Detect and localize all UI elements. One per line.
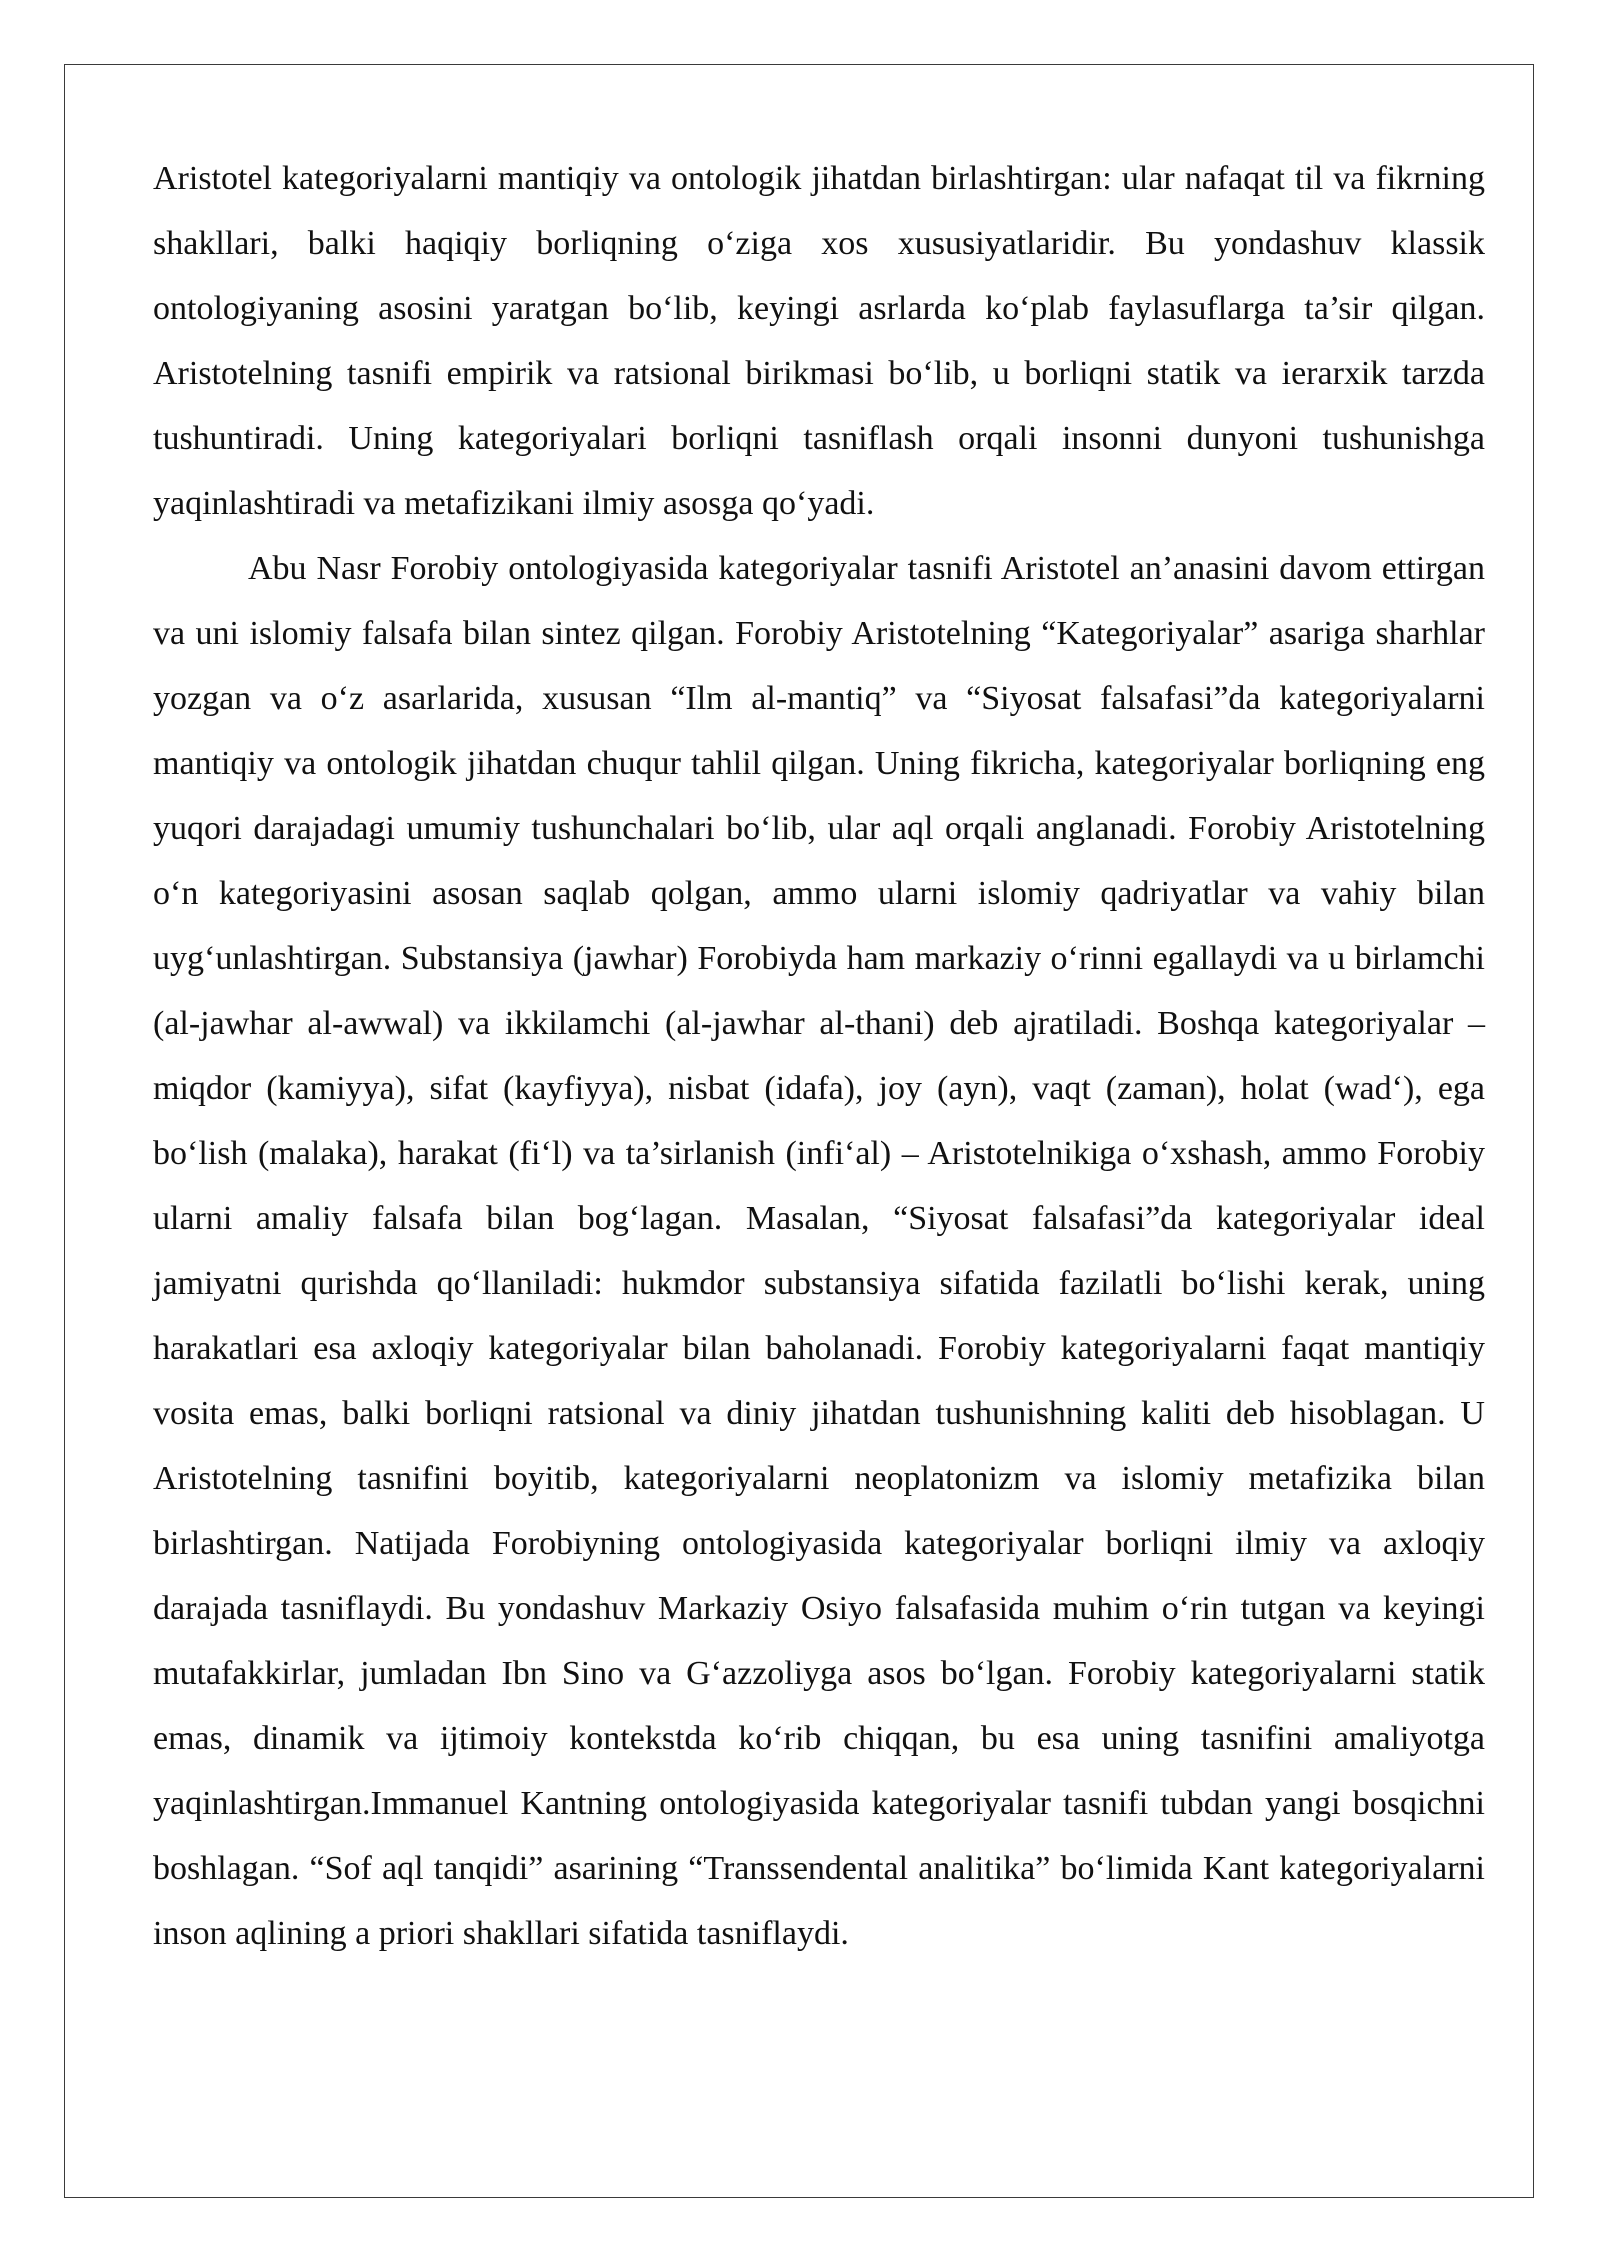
document-body [153,146,1485,1966]
paragraph-aristotel: Aristotel kategoriyalarni mantiqiy va ontologik jihatdan birlashtirgan: ular nafaqat til va fikrning shakllari, balki haqiqiy borliqning o‘ziga xos xususiyatlaridir. Bu yondashuv klassik ontologiyaning asosini yaratgan bo‘lib, keyingi asrlarda ko‘plab faylasuflarga ta’sir qilgan. Aristotelning tasnifi empirik va ratsional birikmasi bo‘lib, u borliqni statik va ierarxik tarzda tushuntiradi. Uning kategoriyalari borliqni tasniflash orqali insonni dunyoni tushunishga yaqinlashtiradi va metafizikani ilmiy asosga qo‘yadi. [153,160,1485,522]
paragraph-forobiy: Abu Nasr Forobiy ontologiyasida kategoriyalar tasnifi Aristotel an’anasini davom ettirgan va uni islomiy falsafa bilan sintez qilgan. Forobiy Aristotelning “Kategoriyalar” asariga sharhlar yozgan va o‘z asarlarida, xususan “Ilm al-mantiq” va “Siyosat falsafasi”da kategoriyalarni mantiqiy va ontologik jihatdan chuqur tahlil qilgan. Uning fikricha, kategoriyalar borliqning eng yuqori darajadagi umumiy tushunchalari bo‘lib, ular aql orqali anglanadi. Forobiy Aristotelning o‘n kategoriyasini asosan saqlab qolgan, ammo ularni islomiy qadriyatlar va vahiy bilan uyg‘unlashtirgan. Substansiya (jawhar) Forobiyda ham markaziy o‘rinni egallaydi va u birlamchi (al-jawhar al-awwal) va ikkilamchi (al-jawhar al-thani) deb ajratiladi. Boshqa kategoriyalar – miqdor (kamiyya), sifat (kayfiyya), nisbat (idafa), joy (ayn), vaqt (zaman), holat (wad‘), ega bo‘lish (malaka), harakat (fi‘l) va ta’sirlanish (infi‘al) – Aristotelnikiga o‘xshash, ammo Forobiy ularni amaliy falsafa bilan bog‘lagan. Masalan, “Siyosat falsafasi”da kategoriyalar ideal jamiyatni qurishda qo‘llaniladi: hukmdor substansiya sifatida fazilatli bo‘lishi kerak, uning harakatlari esa axloqiy kategoriyalar bilan baholanadi. Forobiy kategoriyalarni faqat mantiqiy vosita emas, balki borliqni ratsional va diniy jihatdan tushunishning kaliti deb hisoblagan. U Aristotelning tasnifini boyitib, kategoriyalarni neoplatonizm va islomiy metafizika bilan birlashtirgan. Natijada Forobiyning ontologiyasida kategoriyalar borliqni ilmiy va axloqiy darajada tasniflaydi. Bu yondashuv Markaziy Osiyo falsafasida muhim o‘rin tutgan va keyingi mutafakkirlar, jumladan Ibn Sino va G‘azzoliyga asos bo‘lgan. Forobiy kategoriyalarni statik emas, dinamik va ijtimoiy kontekstda ko‘rib chiqqan, bu esa uning tasnifini amaliyotga yaqinlashtirgan.Immanuel Kantning ontologiyasida kategoriyalar tasnifi tubdan yangi bosqichni boshlagan. “Sof aql tanqidi” asarining “Transsendental analitika” bo‘limida Kant kategoriyalarni inson aqlining a priori shakllari sifatida tasniflaydi. [153,550,1485,1952]
